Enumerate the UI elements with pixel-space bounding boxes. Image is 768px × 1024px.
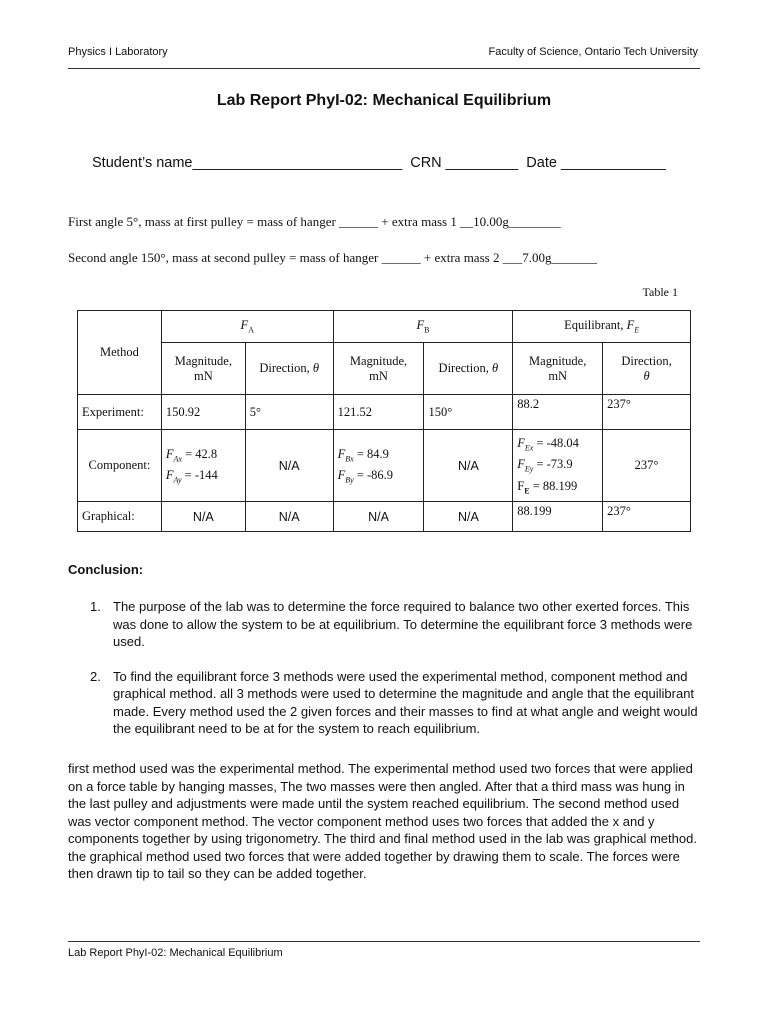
student-info-line: Student’s name__________________________ CRN _________ Date _____________: [92, 155, 666, 171]
header-eq-direction: Direction, θ: [603, 343, 691, 395]
row-label-experiment: Experiment:: [78, 395, 162, 430]
cell-value: 150°: [424, 395, 513, 430]
table-row-graphical: [78, 502, 691, 532]
header-fb: $F_B$: [333, 311, 513, 343]
cell-value: N/A: [161, 502, 245, 532]
header-fb-direction: Direction, θ: [424, 343, 513, 395]
header-equilibrant: Equilibrant, $F_E$: [513, 311, 691, 343]
conclusion-heading: Conclusion:: [68, 562, 144, 577]
header-fa: $F_A$: [161, 311, 333, 343]
cell-value: 237°: [603, 430, 691, 502]
cell-value: 237°: [603, 395, 691, 430]
list-text: The purpose of the lab was to determine the force required to balance two other exerted forces. This was done to allow the system to be at equilibrium. To determine the equilibrant force 3 methods were used.: [113, 599, 693, 649]
page-header: [68, 46, 698, 62]
header-method: Method: [78, 311, 162, 395]
list-number: 1.: [90, 599, 101, 614]
header-fa-magnitude: Magnitude, mN: [161, 343, 245, 395]
results-table: [77, 310, 691, 532]
conclusion-paragraph: first method used was the experimental method. The experimental method used two forces that were applied on a force table by hanging masses, The two masses were then angled. After that a third mass was hung in the last pulley and adjustments were made until the system reached equilibrium. The second method used was vector component method. The vector component method uses two forces that added the x and y components together by using trigonometry. The third and final method used in the lab was graphical method. the graphical method used two forces that were added together by drawing them to scale. The forces were then drawn tip to tail so they can be added together.: [68, 761, 697, 881]
cell-value: 121.52: [333, 395, 424, 430]
list-item: [68, 598, 700, 651]
cell-value: N/A: [333, 502, 424, 532]
list-number: 2.: [90, 668, 101, 684]
cell-value: N/A: [245, 430, 333, 502]
footer-rule: [68, 941, 700, 942]
header-course: Physics I Laboratory: [68, 46, 168, 58]
header-fb-magnitude: Magnitude, mN: [333, 343, 424, 395]
row-label-component: Component:: [78, 430, 162, 502]
cell-fa-components: $F_{Ax} = 42.8$ $F_{Ay} = -144$: [161, 430, 245, 502]
first-angle-line: First angle 5°, mass at first pulley = mass of hanger ______ + extra mass 1 __10.00g________: [68, 214, 561, 229]
cell-value: N/A: [424, 430, 513, 502]
cell-value: 150.92: [161, 395, 245, 430]
cell-value: 237°: [603, 502, 691, 532]
list-item: [68, 668, 700, 738]
cell-value: N/A: [424, 502, 513, 532]
cell-fb-components: $F_{Bx} = 84.9$ $F_{By} = -86.9$: [333, 430, 424, 502]
cell-value: 5°: [245, 395, 333, 430]
cell-value: 88.199: [513, 502, 603, 532]
table-row-experiment: [78, 395, 691, 430]
second-angle-line: Second angle 150°, mass at second pulley = mass of hanger ______ + extra mass 2 ___7.00g_______: [68, 250, 597, 265]
cell-fe-components: $F_{Ex} = -48.04$ $F_{Ey} = -73.9$ $F_E = 88.199$: [513, 430, 603, 502]
header-eq-magnitude: Magnitude, mN: [513, 343, 603, 395]
list-text: To find the equilibrant force 3 methods were used the experimental method, component method and graphical method. all 3 methods were used to determine the magnitude and angle that the equilibrant made. Every method used the 2 given forces and their masses to find at what angle and weight would the equilibrant need to be at for the system to reach equilibrium.: [113, 668, 698, 736]
cell-value: 88.2: [513, 395, 603, 430]
table-caption: Table 1: [642, 285, 678, 299]
row-label-graphical: Graphical:: [78, 502, 162, 532]
header-faculty: Faculty of Science, Ontario Tech University: [488, 46, 698, 58]
conclusion-list: [68, 598, 700, 738]
page-footer: Lab Report PhyI-02: Mechanical Equilibrium: [68, 947, 283, 959]
header-fa-direction: Direction, θ: [245, 343, 333, 395]
table-row-component: [78, 430, 691, 502]
header-rule: [68, 68, 700, 69]
cell-value: N/A: [245, 502, 333, 532]
page-title: Lab Report PhyI-02: Mechanical Equilibrium: [216, 92, 552, 109]
